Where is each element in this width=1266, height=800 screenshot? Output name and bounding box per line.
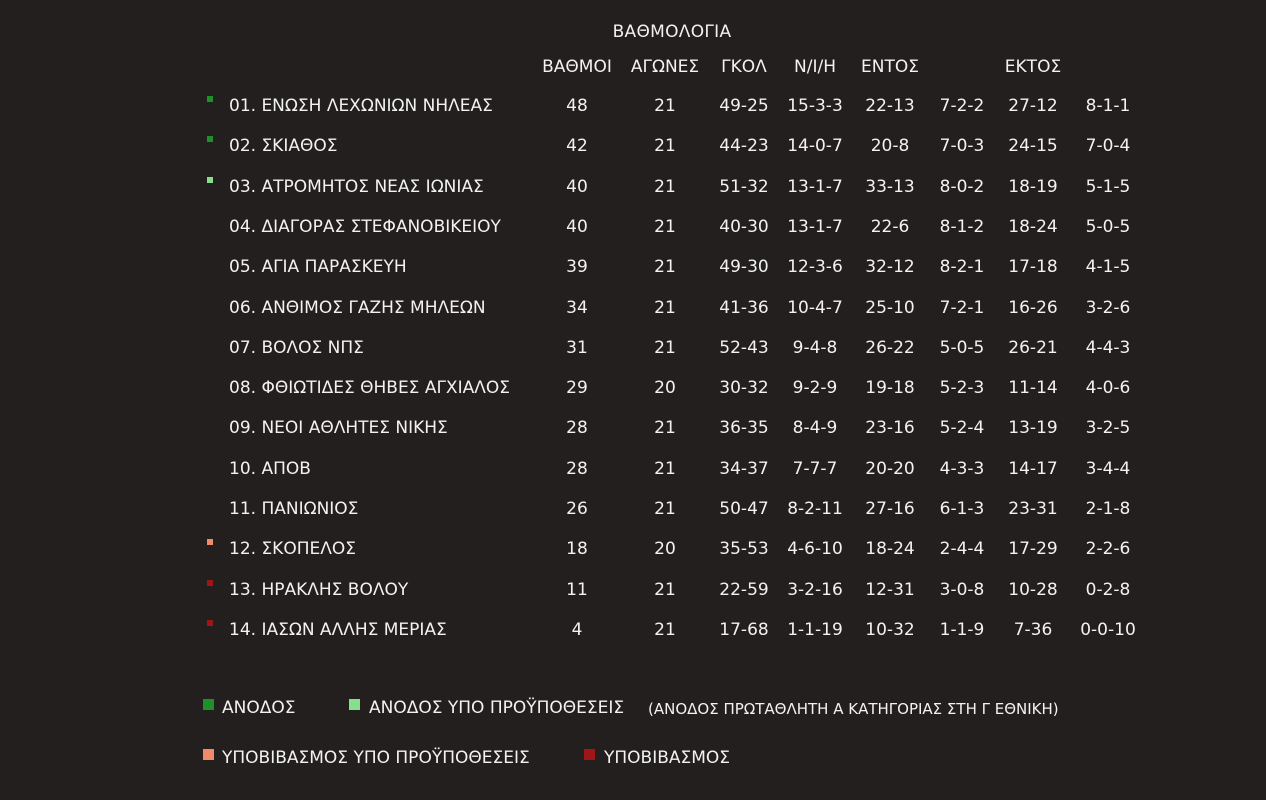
header-home: ΕΝΤΟΣ [861,57,919,77]
table-row [0,418,1266,448]
cell-points: 39 [566,257,588,278]
cell-goals: 36-35 [719,418,769,439]
legend-relegation-swatch [584,749,595,760]
cell-away-goals: 7-36 [1013,619,1053,640]
cell-games: 20 [654,378,676,399]
cell-home-record: 8-1-2 [939,216,985,237]
status-marker [207,96,213,102]
cell-goals: 17-68 [719,619,769,640]
table-row [0,499,1266,529]
cell-goals: 30-32 [719,378,769,399]
table-row [0,136,1266,166]
cell-away-record: 3-2-6 [1085,297,1131,318]
cell-home-record: 4-3-3 [939,458,985,479]
cell-away-record: 8-1-1 [1085,96,1131,116]
cell-record: 7-7-7 [792,458,838,479]
cell-points: 4 [571,619,583,640]
cell-games: 20 [654,539,676,560]
cell-games: 21 [654,176,676,197]
cell-games: 21 [654,579,676,600]
header-games: ΑΓΩΝΕΣ [630,57,700,77]
team-name: 03. ΑΤΡΟΜΗΤΟΣ ΝΕΑΣ ΙΩΝΙΑΣ [229,176,484,197]
cell-away-record: 5-0-5 [1085,216,1131,237]
cell-home-record: 5-2-3 [939,378,985,399]
cell-home-goals: 18-24 [865,539,915,560]
cell-away-goals: 13-19 [1008,418,1058,439]
legend-conditional-promotion-swatch [349,699,360,710]
legend-conditional-relegation: ΥΠΟΒΙΒΑΣΜΟΣ ΥΠΟ ΠΡΟΫΠΟΘΕΣΕΙΣ [222,748,530,768]
cell-record: 8-2-11 [787,499,843,519]
team-name: 09. ΝΕΟΙ ΑΘΛΗΤΕΣ ΝΙΚΗΣ [229,418,448,439]
cell-record: 1-1-19 [787,619,843,640]
cell-games: 21 [654,216,676,237]
cell-points: 31 [566,337,588,358]
status-marker [207,177,213,183]
team-name: 13. ΗΡΑΚΛΗΣ ΒΟΛΟΥ [229,579,409,600]
table-row [0,217,1266,247]
cell-away-goals: 11-14 [1008,378,1058,399]
cell-home-goals: 19-18 [865,378,915,399]
legend-conditional-promotion-note: (ΑΝΟΔΟΣ ΠΡΩΤΑΘΛΗΤΗ Α ΚΑΤΗΓΟΡΙΑΣ ΣΤΗ Γ ΕΘΝΙΚΗ) [648,700,1059,718]
team-name: 01. ΕΝΩΣΗ ΛΕΧΩΝΙΩΝ ΝΗΛΕΑΣ [229,96,493,116]
cell-home-record: 7-2-2 [939,96,985,116]
legend-conditional-promotion: ΑΝΟΔΟΣ ΥΠΟ ΠΡΟΫΠΟΘΕΣΕΙΣ [369,698,625,718]
cell-home-record: 7-2-1 [939,297,985,318]
cell-games: 21 [654,619,676,640]
team-name: 10. ΑΠΟΒ [229,458,311,479]
cell-goals: 35-53 [719,539,769,560]
cell-home-record: 8-0-2 [939,176,985,197]
status-marker [207,620,213,626]
cell-goals: 49-30 [719,257,769,278]
cell-away-record: 3-4-4 [1085,458,1131,479]
cell-away-goals: 10-28 [1008,579,1058,600]
table-row [0,298,1266,328]
cell-home-goals: 22-13 [865,96,915,116]
cell-points: 28 [566,418,588,439]
cell-away-record: 7-0-4 [1085,136,1131,157]
cell-goals: 51-32 [719,176,769,197]
cell-away-record: 4-0-6 [1085,378,1131,399]
cell-home-record: 8-2-1 [939,257,985,278]
cell-points: 29 [566,378,588,399]
cell-home-record: 7-0-3 [939,136,985,157]
cell-goals: 49-25 [719,96,769,116]
cell-away-goals: 26-21 [1008,337,1058,358]
team-name: 12. ΣΚΟΠΕΛΟΣ [229,539,356,560]
team-name: 08. ΦΘΙΩΤΙΔΕΣ ΘΗΒΕΣ ΑΓΧΙΑΛΟΣ [229,378,510,399]
cell-away-record: 0-0-10 [1080,619,1136,640]
team-name: 14. ΙΑΣΩΝ ΑΛΛΗΣ ΜΕΡΙΑΣ [229,619,447,640]
cell-away-goals: 18-24 [1008,216,1058,237]
cell-away-record: 4-4-3 [1085,337,1131,358]
team-name: 05. ΑΓΙΑ ΠΑΡΑΣΚΕΥΗ [229,257,407,278]
cell-points: 34 [566,297,588,318]
cell-away-record: 0-2-8 [1085,579,1131,600]
cell-home-record: 3-0-8 [939,579,985,600]
cell-away-goals: 18-19 [1008,176,1058,197]
cell-goals: 50-47 [719,499,769,519]
cell-home-record: 5-2-4 [939,418,985,439]
cell-home-goals: 20-8 [870,136,910,157]
status-marker [207,539,213,545]
header-away: ΕΚΤΟΣ [1004,57,1062,77]
cell-home-goals: 10-32 [865,619,915,640]
team-name: 02. ΣΚΙΑΘΟΣ [229,136,338,157]
cell-home-goals: 33-13 [865,176,915,197]
standings-title: ΒΑΘΜΟΛΟΓΙΑ [612,22,732,42]
cell-record: 10-4-7 [787,297,843,318]
cell-points: 40 [566,176,588,197]
cell-points: 40 [566,216,588,237]
cell-away-record: 2-2-6 [1085,539,1131,560]
cell-record: 15-3-3 [787,96,843,116]
cell-points: 26 [566,499,588,519]
legend-promotion: ΑΝΟΔΟΣ [222,698,296,718]
table-row [0,378,1266,408]
cell-games: 21 [654,297,676,318]
header-points: ΒΑΘΜΟΙ [542,57,612,77]
cell-games: 21 [654,499,676,519]
table-row [0,96,1266,126]
cell-goals: 40-30 [719,216,769,237]
cell-games: 21 [654,458,676,479]
cell-home-goals: 12-31 [865,579,915,600]
cell-home-goals: 27-16 [865,499,915,519]
cell-record: 4-6-10 [787,539,843,560]
cell-record: 3-2-16 [787,579,843,600]
status-marker [207,580,213,586]
cell-games: 21 [654,418,676,439]
cell-away-record: 2-1-8 [1085,499,1131,519]
legend-relegation: ΥΠΟΒΙΒΑΣΜΟΣ [604,748,731,768]
cell-away-goals: 17-29 [1008,539,1058,560]
cell-away-goals: 24-15 [1008,136,1058,157]
cell-home-goals: 32-12 [865,257,915,278]
table-row [0,257,1266,287]
cell-points: 28 [566,458,588,479]
cell-away-goals: 27-12 [1008,96,1058,116]
cell-away-goals: 16-26 [1008,297,1058,318]
cell-goals: 52-43 [719,337,769,358]
cell-away-record: 4-1-5 [1085,257,1131,278]
cell-games: 21 [654,136,676,157]
cell-games: 21 [654,337,676,358]
status-marker [207,136,213,142]
table-row [0,580,1266,610]
cell-points: 48 [566,96,588,116]
cell-record: 9-4-8 [792,337,838,358]
cell-goals: 41-36 [719,297,769,318]
cell-away-goals: 23-31 [1008,499,1058,519]
cell-home-goals: 25-10 [865,297,915,318]
table-row [0,620,1266,650]
cell-away-goals: 17-18 [1008,257,1058,278]
table-row [0,177,1266,207]
team-name: 06. ΑΝΘΙΜΟΣ ΓΑΖΗΣ ΜΗΛΕΩΝ [229,297,486,318]
cell-home-record: 5-0-5 [939,337,985,358]
table-row [0,539,1266,569]
cell-home-record: 6-1-3 [939,499,985,519]
legend-conditional-relegation-swatch [203,749,214,760]
cell-home-record: 1-1-9 [939,619,985,640]
cell-away-record: 5-1-5 [1085,176,1131,197]
cell-record: 8-4-9 [792,418,838,439]
cell-home-goals: 23-16 [865,418,915,439]
team-name: 11. ΠΑΝΙΩΝΙΟΣ [229,499,359,519]
cell-record: 13-1-7 [787,216,843,237]
header-record: Ν/Ι/Η [794,57,836,77]
cell-points: 18 [566,539,588,560]
cell-home-goals: 26-22 [865,337,915,358]
cell-home-goals: 20-20 [865,458,915,479]
cell-goals: 44-23 [719,136,769,157]
cell-away-goals: 14-17 [1008,458,1058,479]
cell-home-record: 2-4-4 [939,539,985,560]
table-row [0,338,1266,368]
cell-home-goals: 22-6 [870,216,910,237]
header-goals: ΓΚΟΛ [721,57,767,77]
team-name: 07. ΒΟΛΟΣ ΝΠΣ [229,337,364,358]
legend-promotion-swatch [203,699,214,710]
team-name: 04. ΔΙΑΓΟΡΑΣ ΣΤΕΦΑΝΟΒΙΚΕΙΟΥ [229,216,501,237]
cell-goals: 22-59 [719,579,769,600]
cell-away-record: 3-2-5 [1085,418,1131,439]
table-row [0,459,1266,489]
cell-points: 42 [566,136,588,157]
cell-record: 13-1-7 [787,176,843,197]
cell-record: 9-2-9 [792,378,838,399]
cell-record: 14-0-7 [787,136,843,157]
cell-goals: 34-37 [719,458,769,479]
cell-record: 12-3-6 [787,257,843,278]
cell-games: 21 [654,96,676,116]
cell-points: 11 [566,579,588,600]
cell-games: 21 [654,257,676,278]
